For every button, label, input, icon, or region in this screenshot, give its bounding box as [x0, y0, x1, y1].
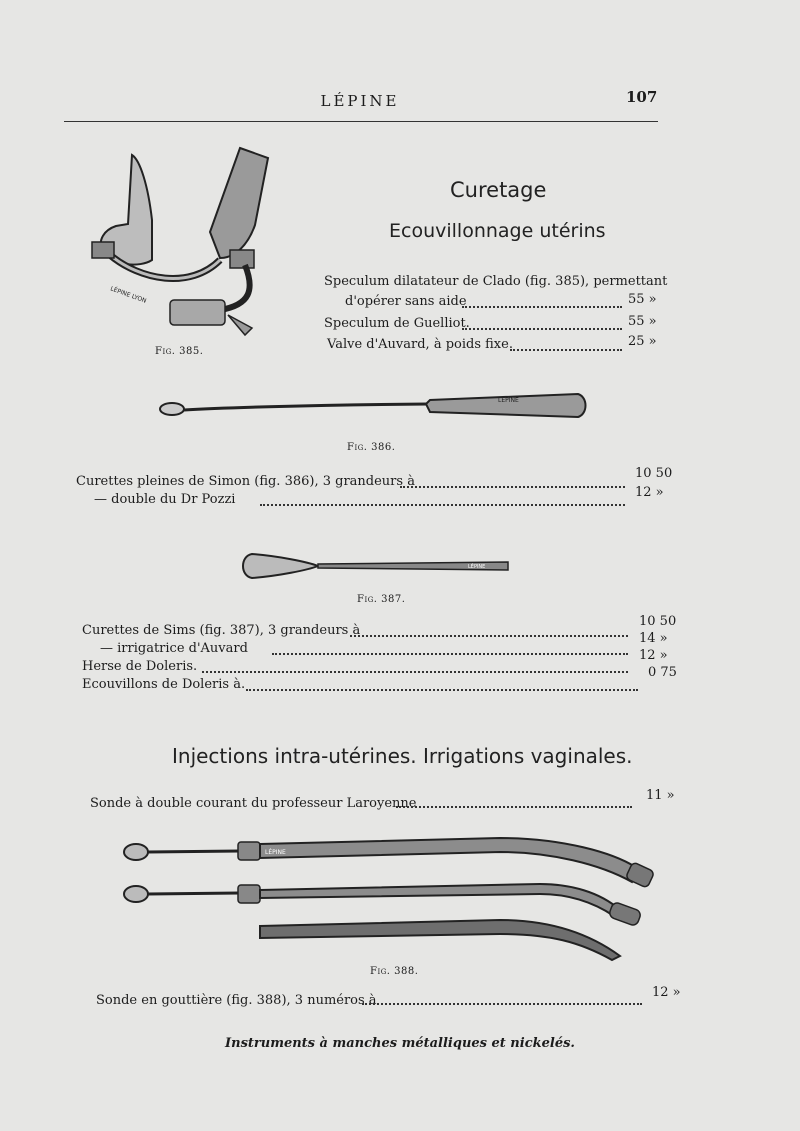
curetage-item-2-price: 55 »: [628, 292, 657, 307]
leader-dots: [400, 486, 625, 488]
injections-item-1-label: Sonde à double courant du professeur Laroyenne: [90, 796, 417, 811]
speculum-illustration: [70, 140, 280, 340]
fig386-caption: Fig. 386.: [347, 442, 396, 453]
curetage-item-3-price: 55 »: [628, 314, 657, 329]
leader-dots: [272, 653, 628, 655]
sims-item-4-label: Ecouvillons de Doleris à.: [82, 677, 246, 692]
ecouvillonnage-subtitle: Ecouvillonnage utérins: [389, 220, 606, 242]
curetage-item-2-label: d'opérer sans aide: [345, 294, 467, 309]
injections-item-2-label: Sonde en gouttière (fig. 388), 3 numéros à: [96, 993, 377, 1008]
page-number: 107: [626, 88, 658, 106]
leader-dots: [362, 1003, 642, 1005]
sims-item-2-price: 14 »: [639, 631, 668, 646]
curetage-item-1-label: Speculum dilatateur de Clado (fig. 385), permettant: [324, 274, 668, 289]
simon-item-2-price: 12 »: [635, 485, 664, 500]
leader-dots: [462, 328, 622, 330]
leader-dots: [260, 504, 625, 506]
sims-item-3-label: Herse de Doleris.: [82, 659, 198, 674]
leader-dots: [246, 689, 638, 691]
curetage-title: Curetage: [450, 178, 547, 202]
curette-sims-illustration: [238, 548, 513, 584]
injections-item-1-price: 11 »: [646, 788, 675, 803]
simon-item-2-label: — double du Dr Pozzi: [94, 492, 236, 507]
leader-dots: [396, 806, 632, 808]
sonde-illustration: [120, 830, 660, 965]
leader-dots: [202, 671, 628, 673]
sims-item-2-label: — irrigatrice d'Auvard: [100, 641, 248, 656]
fig388-caption: Fig. 388.: [370, 966, 419, 977]
fig385-caption: Fig. 385.: [155, 346, 204, 357]
sims-item-3-price: 12 »: [639, 648, 668, 663]
page-header-title: LÉPINE: [320, 92, 400, 110]
fig385-engraving: LÉPINE LYON: [109, 285, 148, 305]
leader-dots: [350, 635, 628, 637]
footer-note: Instruments à manches métalliques et nickelés.: [225, 1036, 575, 1051]
injections-item-2-price: 12 »: [652, 985, 681, 1000]
fig387-caption: Fig. 387.: [357, 594, 406, 605]
leader-dots: [462, 306, 622, 308]
curette-simon-illustration: [158, 392, 588, 426]
simon-item-1-label: Curettes pleines de Simon (fig. 386), 3 grandeurs à: [76, 474, 415, 489]
sims-item-4-price: 0 75: [648, 665, 677, 680]
curetage-item-4-price: 25 »: [628, 334, 657, 349]
sims-item-1-label: Curettes de Sims (fig. 387), 3 grandeurs à: [82, 623, 361, 638]
curetage-item-3-label: Speculum de Guelliot.: [324, 316, 470, 331]
fig386-engraving: LÉPINE: [498, 397, 519, 404]
simon-item-1-price: 10 50: [635, 466, 673, 481]
injections-title: Injections intra-utérines. Irrigations vaginales.: [172, 744, 633, 768]
curetage-item-4-label: Valve d'Auvard, à poids fixe.: [327, 337, 513, 352]
sims-item-1-price: 10 50: [639, 614, 677, 629]
leader-dots: [510, 349, 622, 351]
fig387-engraving: LÉPINE: [468, 564, 486, 570]
fig388-engraving: LÉPINE: [265, 849, 286, 856]
header-rule: [64, 121, 658, 122]
